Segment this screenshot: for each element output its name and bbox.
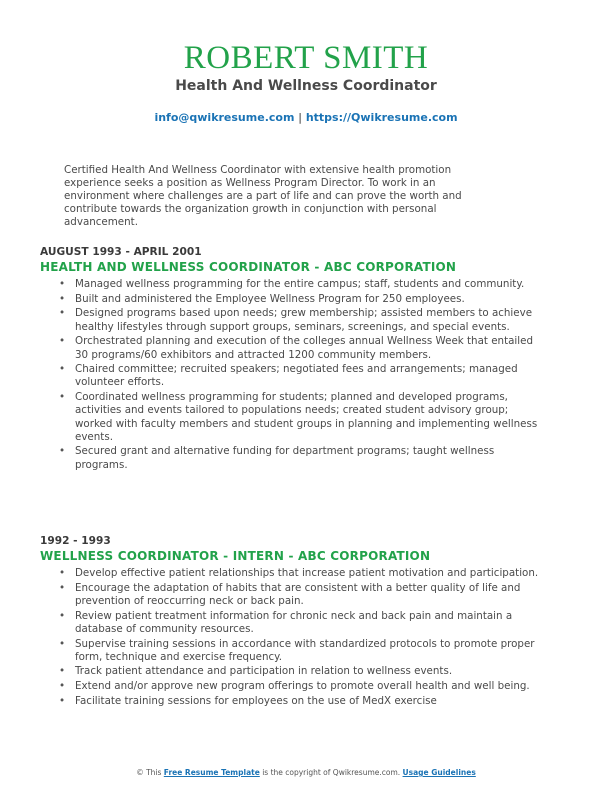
list-item: • Designed programs based upon needs; grew membership; assisted members to achieve healthy lifestyles through support groups, seminars, screenings, and special events.	[40, 307, 560, 333]
email-link[interactable]: info@qwikresume.com	[154, 111, 295, 124]
footer-prefix: © This	[136, 768, 162, 777]
experience-section-1	[40, 245, 560, 473]
list-item: • Secured grant and alternative funding for department programs; taught wellness programs.	[40, 445, 560, 471]
website-link[interactable]: https://Qwikresume.com	[305, 111, 458, 124]
experience-points	[40, 278, 560, 472]
contact-line	[0, 111, 612, 124]
summary-paragraph: Certified Health And Wellness Coordinator with extensive health promotion experience seeks a position as Wellness Program Director. To work in an environment where challenges are a part of life and can prove the worth and contribute towards the organization growth in conjunction with personal advancement.	[64, 164, 462, 228]
list-item: • Managed wellness programming for the entire campus; staff, students and community.	[40, 278, 560, 291]
experience-section-2	[40, 534, 560, 710]
list-item: • Review patient treatment information for chronic neck and back pain and maintain a database of community resources.	[40, 610, 560, 636]
footer-copyright: is the copyright of Qwikresume.com.	[262, 768, 401, 777]
experience-role: HEALTH AND WELLNESS COORDINATOR - ABC CORPORATION	[40, 260, 457, 274]
free-template-link[interactable]: Free Resume Template	[163, 768, 260, 777]
list-item: • Extend and/or approve new program offerings to promote overall health and well being.	[40, 680, 560, 693]
experience-points	[40, 567, 560, 708]
list-item: • Track patient attendance and participation in relation to wellness events.	[40, 665, 560, 678]
list-item: • Built and administered the Employee Wellness Program for 250 employees.	[40, 293, 560, 306]
usage-guidelines-link[interactable]: Usage Guidelines	[402, 768, 476, 777]
contact-separator: |	[298, 111, 302, 124]
list-item: • Supervise training sessions in accordance with standardized protocols to promote proper form, technique and exercise frequency.	[40, 638, 560, 664]
experience-dates: AUGUST 1993 - APRIL 2001	[40, 246, 202, 258]
list-item: • Orchestrated planning and execution of the colleges annual Wellness Week that entailed 30 programs/60 exhibitors and attracted 1200 community members.	[40, 335, 560, 361]
experience-dates: 1992 - 1993	[40, 535, 111, 547]
list-item: • Facilitate training sessions for employees on the use of MedX exercise	[40, 695, 560, 708]
list-item: • Encourage the adaptation of habits that are consistent with a better quality of life and prevention of reoccurring neck or back pain.	[40, 582, 560, 608]
footer	[0, 768, 612, 777]
candidate-title: Health And Wellness Coordinator	[175, 78, 437, 94]
list-item: • Develop effective patient relationships that increase patient motivation and participation.	[40, 567, 560, 580]
experience-role: WELLNESS COORDINATOR - INTERN - ABC CORPORATION	[40, 549, 431, 563]
list-item: • Chaired committee; recruited speakers; negotiated fees and arrangements; managed volunteer efforts.	[40, 363, 560, 389]
list-item: • Coordinated wellness programming for students; planned and developed programs, activities and events tailored to populations needs; created student advisory group; worked with faculty members and student groups in planning and implementing wellness events.	[40, 391, 560, 444]
candidate-name: ROBERT SMITH	[183, 40, 429, 76]
